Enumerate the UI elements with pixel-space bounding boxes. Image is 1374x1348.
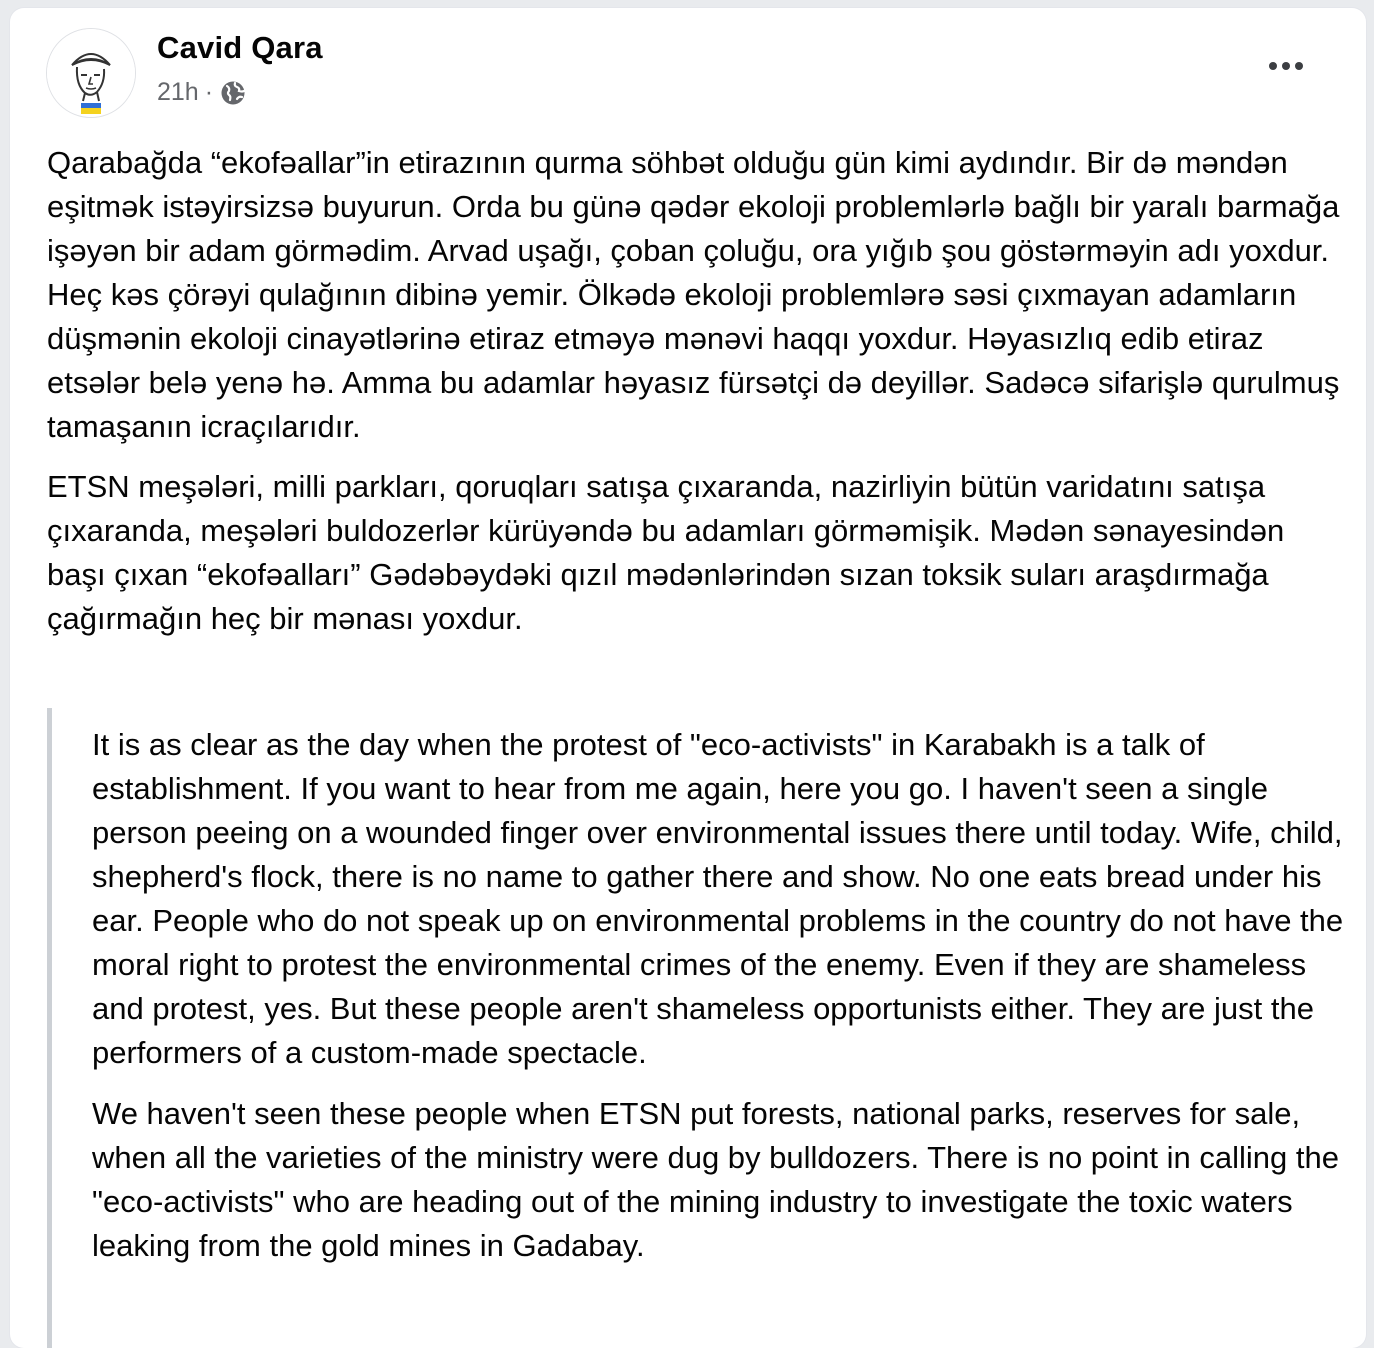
post-paragraph: ETSN meşələri, milli parkları, qoruqları satışa çıxaranda, nazirliyin bütün varidatını satışa çıxaranda, meşələri buldozerlər kürüyəndə bu adamları görməmişik. Mədən sənayesindən başı çıxan “ekofəalları” Gədəbəydəki qızıl mədənlərindən sızan toksik suları araşdırmağa çağırmağın heç bir mənası yoxdur. [47,469,1285,636]
author-name[interactable]: Cavid Qara [157,30,323,65]
post-card [10,8,1366,1348]
post-paragraph: Qarabağda “ekofəallar”in etirazının qurma söhbət olduğu gün kimi aydındır. Bir də məndən eşitmək istəyirsizsə buyurun. Orda bu günə qədər ekoloji problemlərlə bağlı bir yaralı barmağa işəyən bir adam görmədim. Arvad uşağı, çoban çoluğu, ora yığıb şou göstərməyin adı yoxdur. Heç kəs çörəyi qulağının dibinə yemir. Ölkədə ekoloji problemlərə səsi çıxmayan adamların düşmənin ekoloji cinayətlərinə etiraz etməyə mənəvi haqqı yoxdur. Həyasızlıq edib etiraz etsələr belə yenə hə. Amma bu adamlar həyasız fürsətçi də deyillər. Sadəcə sifarişlə qurulmuş tamaşanın icraçılarıdır. [47,145,1340,444]
more-dot [1295,62,1303,70]
avatar-drawing-icon [47,29,135,117]
translation-paragraph: It is as clear as the day when the protest of "eco-activists" in Karabakh is a talk of establishment. If you want to hear from me again, here you go. I haven't seen a single person peeing on a wounded finger over environmental issues there until today. Wife, child, shepherd's flock, there is no name to gather there and show. No one eats bread under his ear. People who do not speak up on environmental problems in the country do not have the moral right to protest the environmental crimes of the enemy. Even if they are shameless and protest, yes. But these people aren't shameless opportunists either. They are just the performers of a custom-made spectacle. [92,727,1344,1070]
translation-paragraph: We haven't seen these people when ETSN put forests, national parks, reserves for sale, when all the varieties of the ministry were dug by bulldozers. There is no point in calling the "eco-activists" who are heading out of the mining industry to investigate the toxic waters leaking from the gold mines in Gadabay. [92,1096,1339,1263]
more-dot [1282,62,1290,70]
meta-separator: · [204,78,214,106]
post-meta [157,78,247,107]
post-time[interactable]: 21h [157,78,199,106]
translation-quote [47,708,1347,1348]
avatar[interactable] [46,28,136,118]
more-dot [1269,62,1277,70]
more-options-icon[interactable] [1266,56,1306,76]
globe-icon[interactable] [219,79,247,107]
post-text [47,141,1347,657]
